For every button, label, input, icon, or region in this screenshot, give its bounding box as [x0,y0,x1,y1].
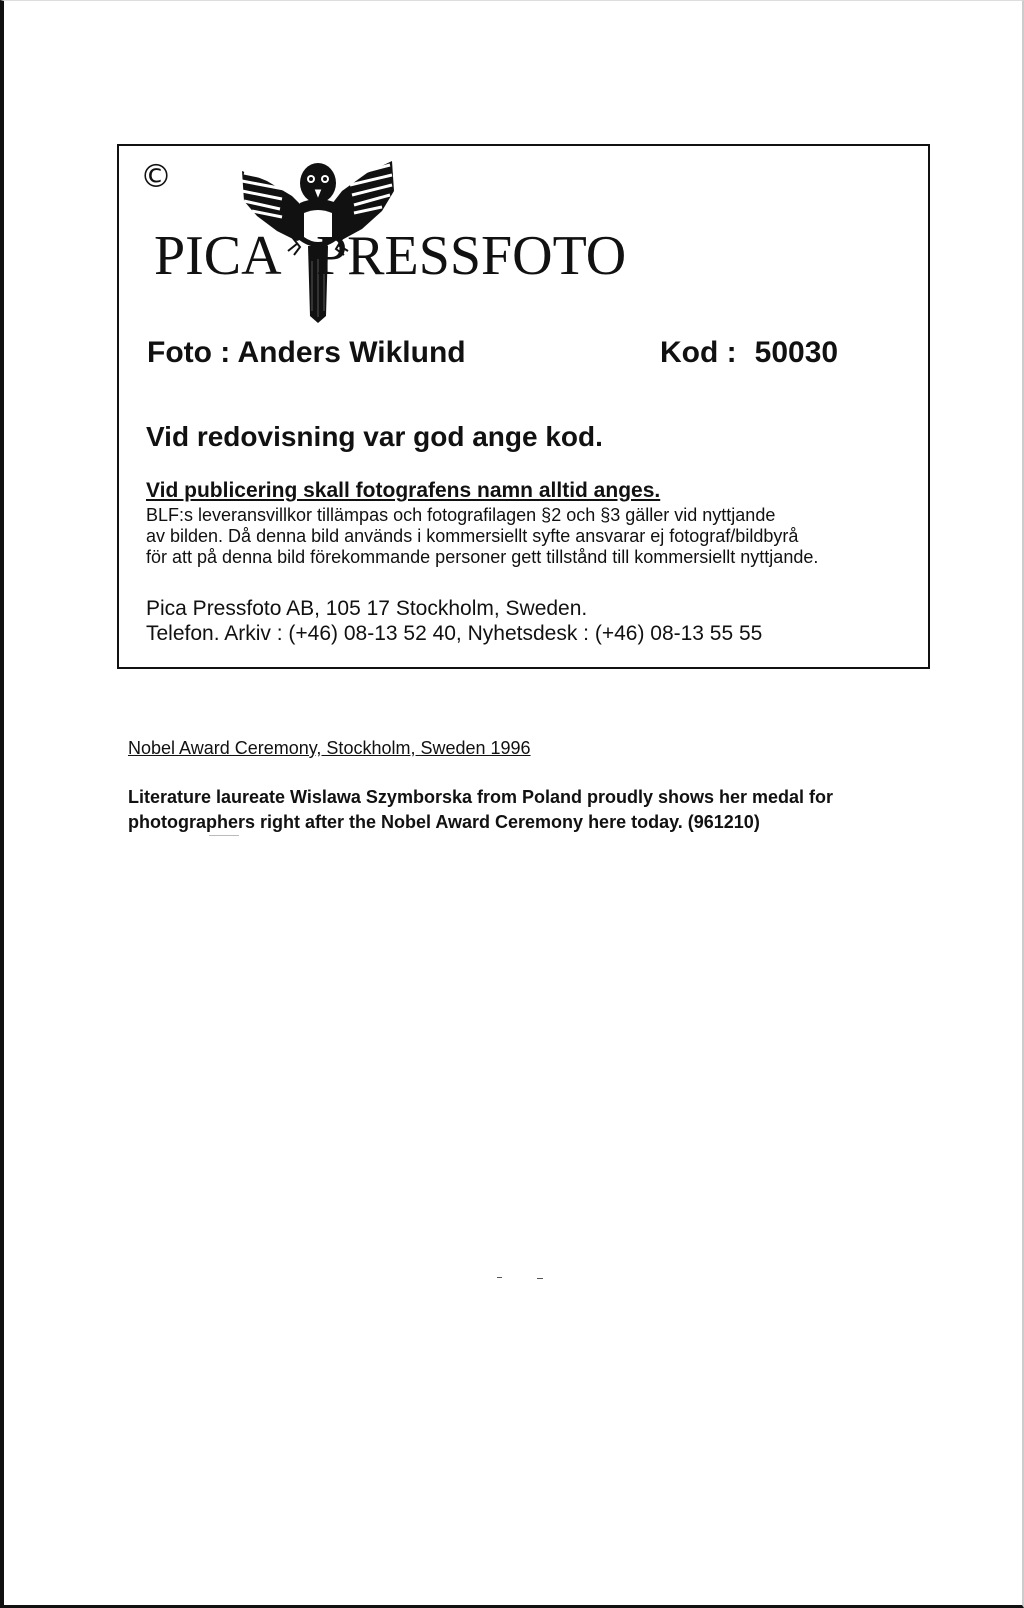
code-notice: Vid redovisning var god ange kod. [146,421,603,452]
caption-body [128,785,918,835]
caption-title: Nobel Award Ceremony, Stockholm, Sweden 1996 [128,738,531,758]
brand-name-right: PRESSFOTO [316,225,627,287]
photo-code [660,336,838,370]
photo-code-value: 50030 [754,336,839,369]
terms-line: BLF:s leveransvillkor tillämpas och fotografilagen §2 och §3 gäller vid nyttjande [146,505,776,525]
scan-speck [209,835,239,836]
terms-line: för att på denna bild förekommande personer gett tillstånd till kommersiellt nyttjande. [146,547,819,567]
brand-name-left: PICA [154,225,282,287]
agency-address: Pica Pressfoto AB, 105 17 Stockholm, Sweden. [146,597,588,620]
license-terms [146,505,916,568]
photo-agency-stamp [117,144,930,669]
caption-line: photographers right after the Nobel Award Ceremony here today. (961210) [128,812,760,832]
photo-code-label: Kod : [660,336,737,369]
photographer-credit: Foto : Anders Wiklund [147,336,466,369]
scan-speck [537,1278,543,1279]
scan-speck [497,1277,502,1278]
agency-phone: Telefon. Arkiv : (+46) 08-13 52 40, Nyhetsdesk : (+46) 08-13 55 55 [146,622,763,645]
terms-line: av bilden. Då denna bild används i kommersiellt syfte ansvarar ej fotograf/bildbyrå [146,526,799,546]
agency-contact [146,596,762,646]
publication-notice: Vid publicering skall fotografens namn alltid anges. [146,479,661,502]
caption-line: Literature laureate Wislawa Szymborska from Poland proudly shows her medal for [128,787,834,807]
copyright-symbol: © [140,157,172,195]
